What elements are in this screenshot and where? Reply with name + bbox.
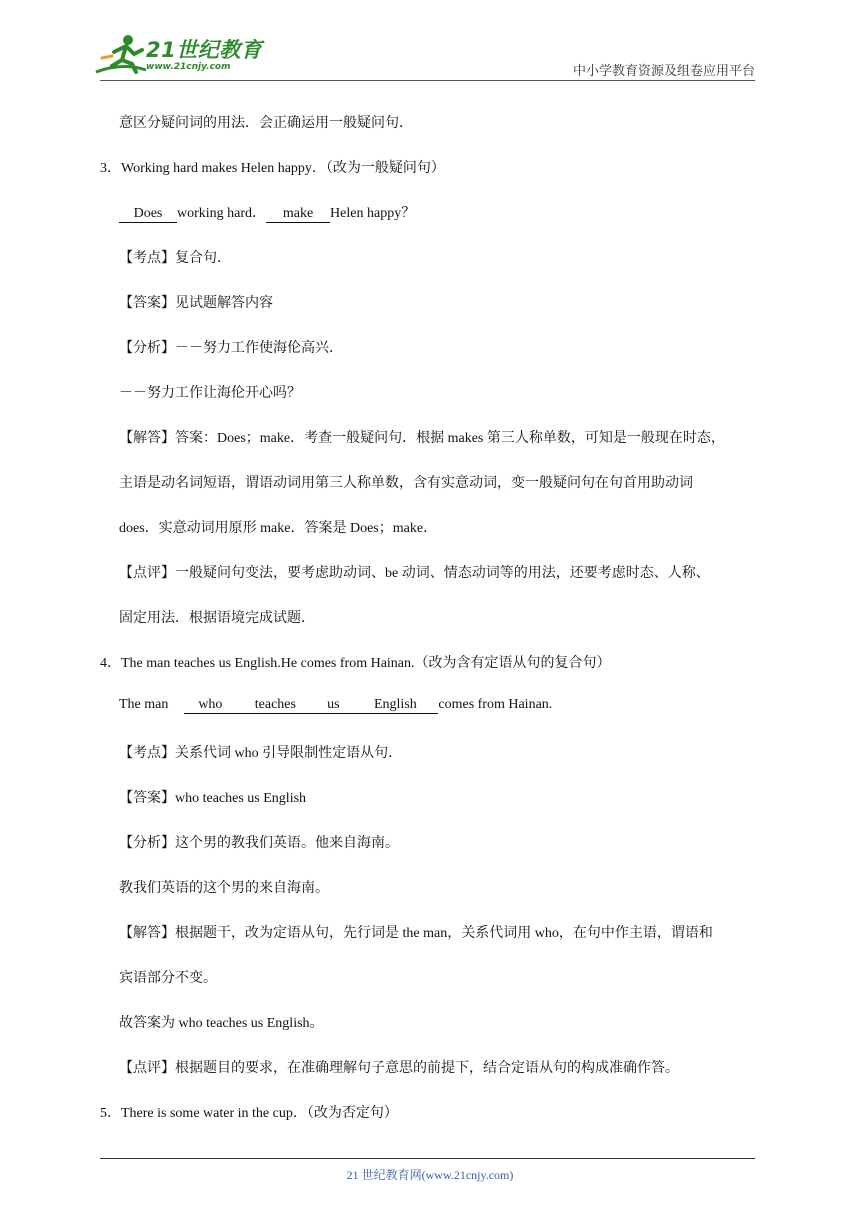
jieda: 【解答】根据题干，改为定语从句，先行词是 the man，关系代词用 who，在句中作主语，谓语和 xyxy=(119,926,713,941)
footer-divider xyxy=(100,1158,755,1159)
daan: 【答案】见试题解答内容 xyxy=(119,296,273,311)
logo-url: www.21cnjy.com xyxy=(146,62,231,72)
question-number: 4． xyxy=(100,656,121,671)
answer-blank: English xyxy=(352,697,438,714)
kaodian: 【考点】复合句． xyxy=(119,251,231,266)
question-text: The man teaches us English.He comes from Hainan.（改为含有定语从句的复合句） xyxy=(121,656,611,671)
jieda-continued: 宾语部分不变。 xyxy=(119,971,217,986)
kaodian: 【考点】关系代词 who 引导限制性定语从句． xyxy=(119,746,403,761)
question-3 xyxy=(100,157,445,177)
fenxi: 【分析】这个男的教我们英语。他来自海南。 xyxy=(119,836,399,851)
question-text: There is some water in the cup．（改为否定句） xyxy=(121,1106,398,1121)
question-5 xyxy=(100,1102,398,1122)
question-number: 5． xyxy=(100,1106,121,1121)
answer-text: working hard． xyxy=(177,206,267,221)
answer-blank: us xyxy=(314,697,352,714)
dianping: 【点评】根据题目的要求，在准确理解句子意思的前提下，结合定语从句的构成准确作答。 xyxy=(119,1061,679,1076)
daan: 【答案】who teaches us English xyxy=(119,791,307,806)
dianping-continued: 固定用法．根据语境完成试题． xyxy=(119,611,315,626)
answer-line xyxy=(119,202,415,223)
jieda-continued: 主语是动名词短语，谓语动词用第三人称单数，含有实意动词，变一般疑问句在句首用助动词 xyxy=(119,476,693,491)
answer-text: The man xyxy=(119,697,169,712)
question-number: 3． xyxy=(100,161,121,176)
page-footer: 21 世纪教育网(www.21cnjy.com) xyxy=(346,1168,514,1182)
text-line: 意区分疑问词的用法．会正确运用一般疑问句． xyxy=(119,116,413,131)
header-divider xyxy=(100,80,755,81)
fenxi: 【分析】－－努力工作使海伦高兴． xyxy=(119,341,343,356)
answer-blank: Does xyxy=(119,206,177,223)
jieda: 【解答】答案：Does；make．考查一般疑问句．根据 makes 第三人称单数，可知是一般现在时态， xyxy=(119,431,725,446)
header-platform-name: 中小学教育资源及组卷应用平台 xyxy=(572,63,755,78)
answer-text: Helen happy？ xyxy=(330,206,416,221)
answer-blank: make xyxy=(266,206,330,223)
page-header xyxy=(0,0,860,90)
answer-text: comes from Hainan. xyxy=(438,697,553,712)
dianping: 【点评】一般疑问句变法，要考虑助动词、be 动词、情态动词等的用法，还要考虑时态、人称、 xyxy=(119,566,710,581)
logo-text: 21世纪教育 xyxy=(146,38,263,62)
answer-line xyxy=(119,697,552,714)
question-4 xyxy=(100,652,611,672)
fenxi-continued: 教我们英语的这个男的来自海南。 xyxy=(119,881,329,896)
jieda-continued: does．实意动词用原形 make．答案是 Does；make． xyxy=(119,521,438,536)
answer-blank: who xyxy=(184,697,236,714)
jieda-continued: 故答案为 who teaches us English。 xyxy=(119,1016,324,1031)
answer-blank: teaches xyxy=(236,697,314,714)
question-text: Working hard makes Helen happy．（改为一般疑问句） xyxy=(121,161,445,176)
fenxi-continued: －－努力工作让海伦开心吗？ xyxy=(119,386,301,401)
